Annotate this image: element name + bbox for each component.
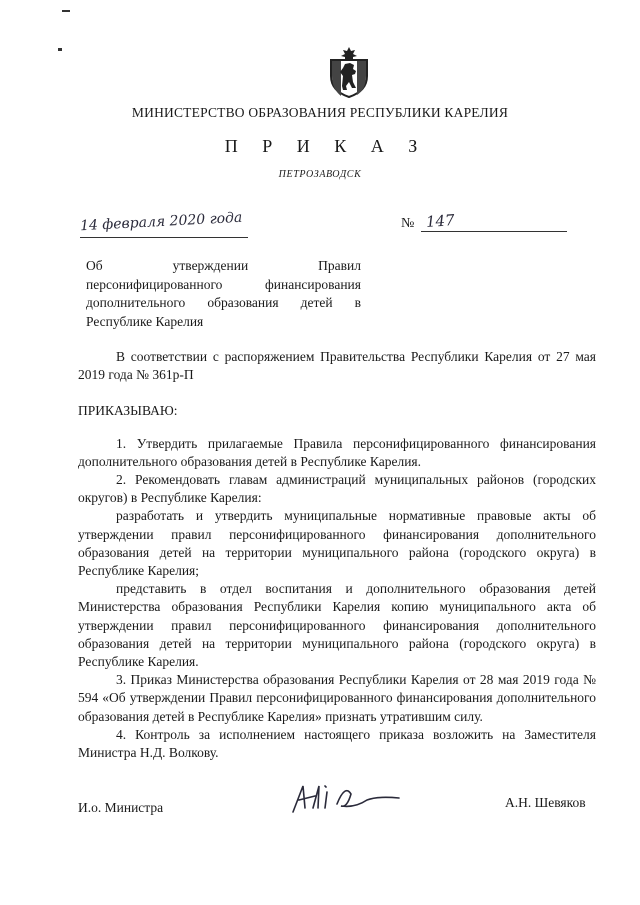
clause-4: 4. Контроль за исполнением настоящего приказа возложить на Заместителя Министра Н.Д. Волкову.: [78, 726, 596, 761]
scan-mark: [62, 10, 70, 12]
order-subject: Об утверждении Правил персонифицированного финансирования дополнительного образования детей в Республике Карелия: [86, 258, 361, 329]
city-name: ПЕТРОЗАВОДСК: [278, 169, 362, 180]
scan-mark: [58, 48, 62, 51]
number-underline: [421, 231, 567, 232]
handwritten-signature: [285, 778, 405, 818]
preamble-paragraph: В соответствии с распоряжением Правительства Республики Карелия от 27 мая 2019 года № 361р-П: [78, 349, 596, 383]
karelia-coat-of-arms-icon: [328, 46, 370, 98]
handwritten-date: 14 февраля 2020 года: [79, 209, 243, 235]
number-label: №: [401, 216, 415, 231]
signatory-title: И.о. Министра: [78, 800, 164, 815]
clause-3: 3. Приказ Министерства образования Республики Карелия от 28 мая 2019 года № 594 «Об утверждении Правил персонифицированного финансирования дополнительного образования детей в Республике Карелия» признать утратившим силу.: [78, 672, 596, 724]
document-type-title: П Р И К А З: [224, 136, 428, 156]
signatory-name: А.Н. Шевяков: [505, 795, 586, 810]
clause-2: 2. Рекомендовать главам администраций муниципальных районов (городских округов) в Республике Карелия:: [78, 472, 596, 506]
clause-2a: разработать и утвердить муниципальные нормативные правовые акты об утверждении правил персонифицированного финансирования дополнительного образования детей на территории муниципального района (городского округа) в Республике Карелия;: [78, 508, 596, 579]
order-word: ПРИКАЗЫВАЮ:: [78, 403, 178, 419]
handwritten-number: 147: [425, 211, 456, 231]
ministry-name: МИНИСТЕРСТВО ОБРАЗОВАНИЯ РЕСПУБЛИКИ КАРЕЛИЯ: [131, 105, 509, 120]
order-body: [78, 348, 596, 762]
clause-2b: представить в отдел воспитания и дополнительного образования детей Министерства образования Республики Карелия копию муниципального акта об утверждении правил персонифицированного финансирования дополнительного образования детей на территории муниципального района (городского округа) в Республике Карелия.: [78, 581, 596, 670]
clause-1: 1. Утвердить прилагаемые Правила персонифицированного финансирования дополнительного образования детей в Республике Карелия.: [78, 435, 596, 469]
